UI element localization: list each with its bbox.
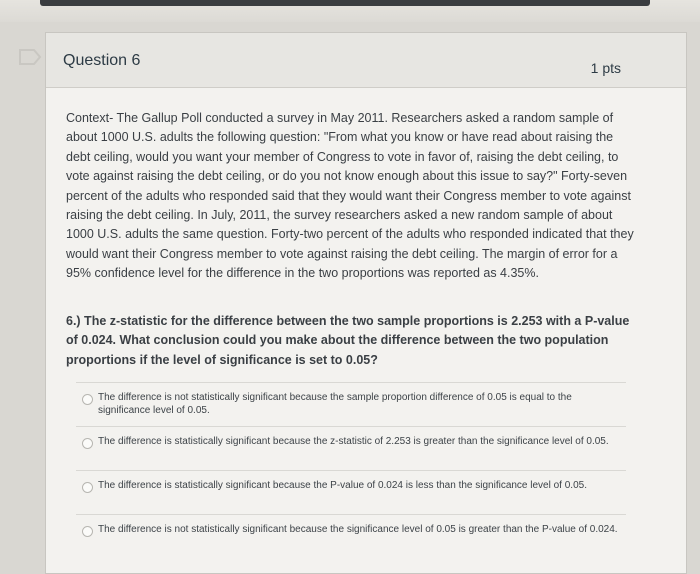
answer-label: The difference is statistically significant because the P-value of 0.024 is less than the significance level of 0.05.: [98, 480, 587, 491]
answer-list: [76, 382, 626, 558]
question-prompt: 6.) The z-statistic for the difference between the two sample proportions is 2.253 with a P-value of 0.024. What conclusion could you make about the difference between the two population proportions if the level of significance is set to 0.05?: [66, 314, 630, 367]
question-context: Context- The Gallup Poll conducted a survey in May 2011. Researchers asked a random sample of about 1000 U.S. adults the following question: "From what you know or have read about raising the debt ceiling, would you want your member of Congress to vote in favor of, raising the debt ceiling, to vote against raising the debt ceiling, or do you not know enough about this issue to say?" Forty-seven percent of the adults who responded said that they would want their Congress member to vote against raising the debt ceiling. In July, 2011, the survey researchers asked a new random sample of about 1000 U.S. adults the same question. Forty-two percent of the adults who responded indicated that they would want their Congress member to vote against raising the debt ceiling. The margin of error for a 95% confidence level for the difference in the two proportions was reported as 4.35%.: [66, 111, 634, 281]
radio-button[interactable]: [82, 394, 93, 405]
radio-button[interactable]: [82, 482, 93, 493]
question-header: [46, 33, 686, 88]
radio-button[interactable]: [82, 438, 93, 449]
bookmark-flag-icon[interactable]: [18, 46, 42, 68]
answer-option-4[interactable]: [76, 514, 626, 558]
question-title: Question 6: [63, 52, 141, 69]
answer-label: The difference is statistically significant because the z-statistic of 2.253 is greater than the significance level of 0.05.: [98, 436, 609, 447]
answer-option-2[interactable]: [76, 426, 626, 470]
browser-top-strip: [0, 0, 700, 22]
answer-option-3[interactable]: [76, 470, 626, 514]
answer-label: The difference is not statistically significant because the significance level of 0.05 is greater than the P-value of 0.024.: [98, 524, 618, 535]
question-card: [45, 32, 687, 574]
answer-label: The difference is not statistically significant because the sample proportion difference of 0.05 is equal to the significance level of 0.05.: [98, 392, 572, 416]
window-top-edge: [40, 0, 650, 6]
answer-option-1[interactable]: [76, 382, 626, 426]
question-points: 1 pts: [590, 60, 621, 76]
radio-button[interactable]: [82, 526, 93, 537]
